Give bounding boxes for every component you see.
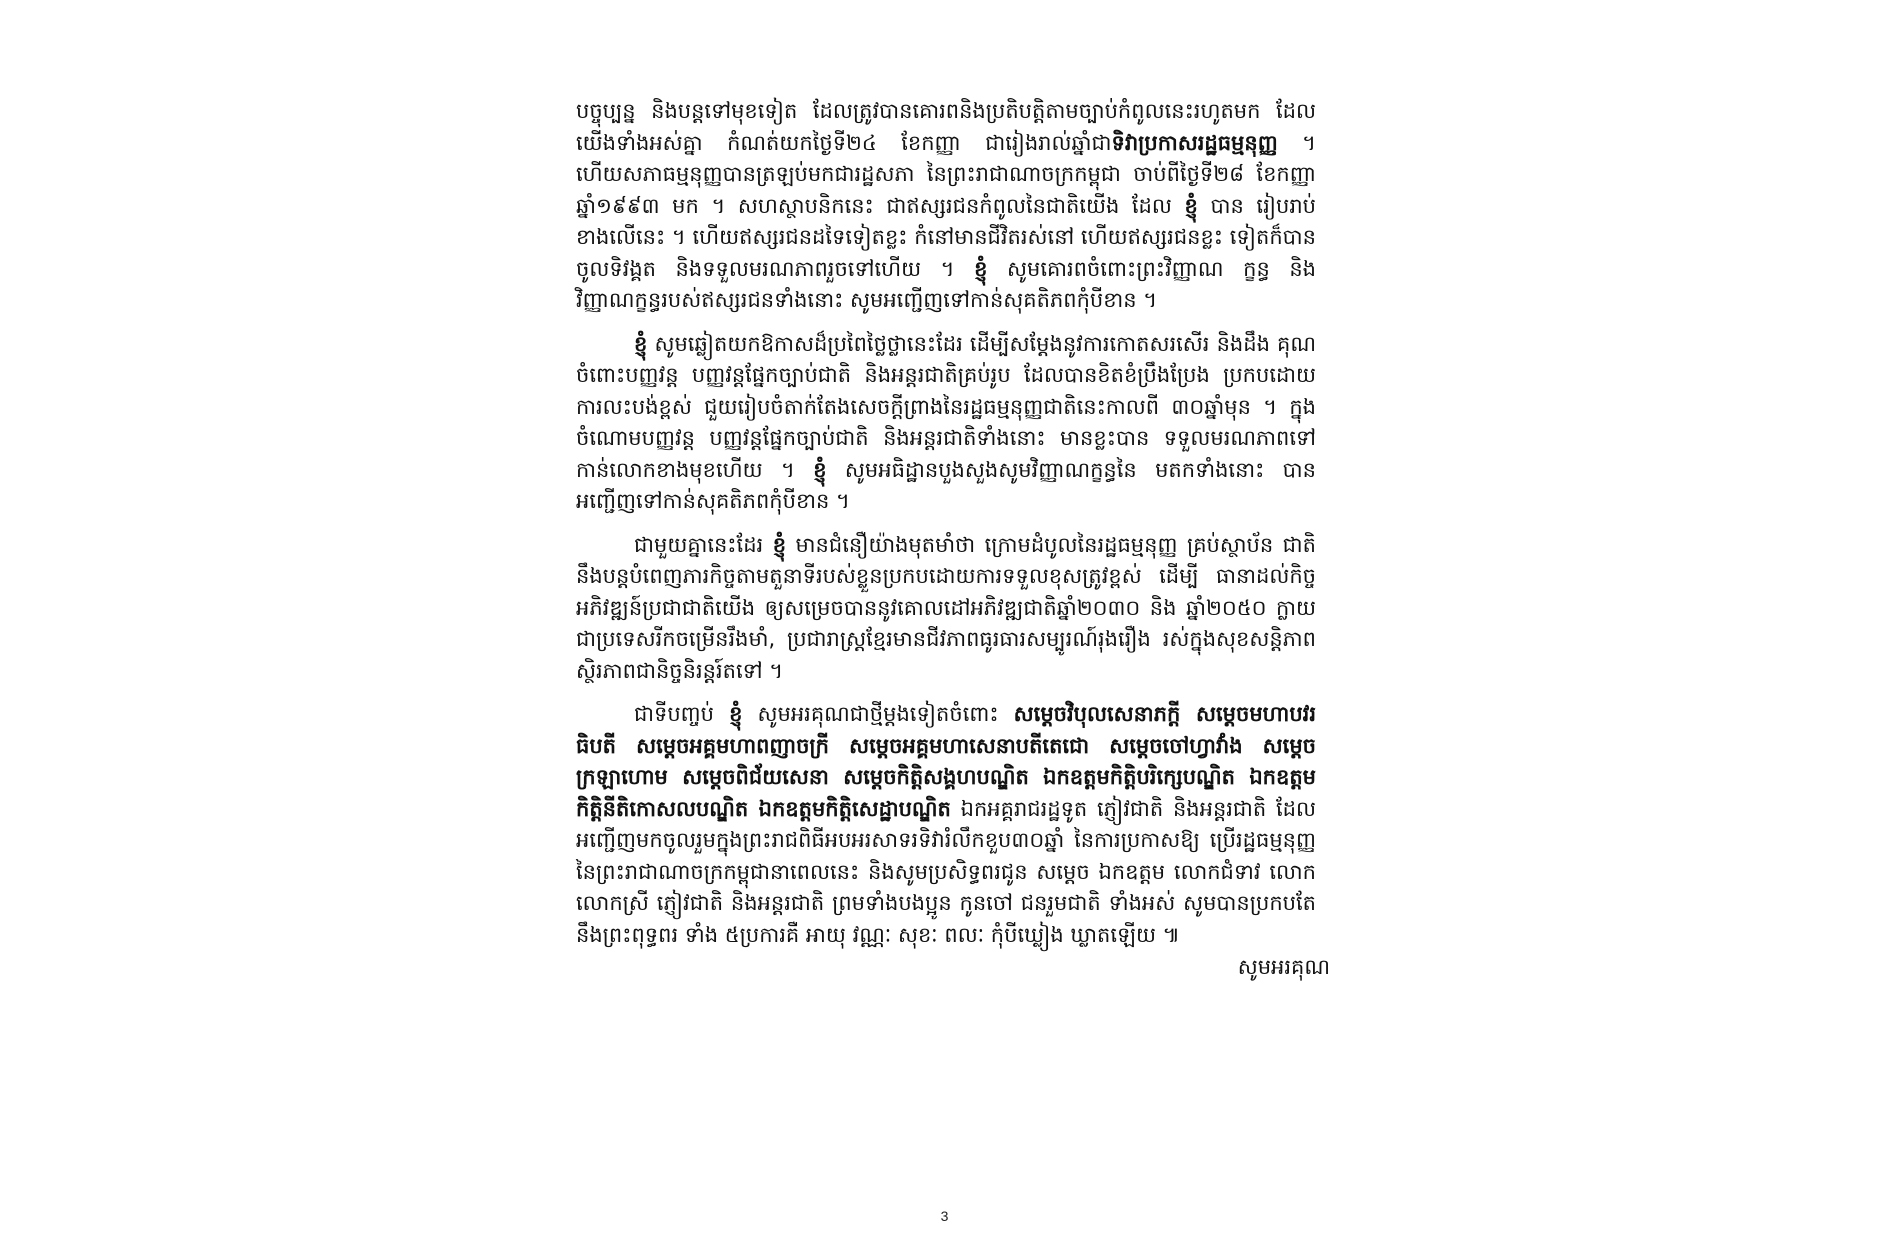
text-segment: សូមអធិដ្ឋានបួងសួងសូមវិញ្ញាណក្ខន្ធនៃ មតកទាំងនោះ បានអញ្ជើញទៅកាន់សុគតិភពកុំបីខាន ។ — [576, 457, 1316, 513]
text-segment: ឯកអគ្គរាជរដ្ឋទូត ភ្ញៀវជាតិ និងអន្តរជាតិ ដែលអញ្ជើញមកចូលរួមក្នុងព្រះរាជពិធីអបអរសាទរទិវារំលឹកខួប៣០ឆ្នាំ នៃការប្រកាសឱ្យ ប្រើរដ្ឋធម្មនុញ្ញ នៃព្រះរាជាណាចក្រកម្ពុជានាពេលនេះ និងសូមប្រសិទ្ធពរជូន សម្ដេច ឯកឧត្ដម លោកជំទាវ លោក លោកស្រី ភ្ញៀវជាតិ និងអន្តរជាតិ ព្រមទាំងបងប្អូន កូនចៅ ជនរួមជាតិ ទាំងអស់ សូមបានប្រកបតែនឹងព្រះពុទ្ធពរ ទាំង ៥ប្រការគឺ អាយុ វណ្ណៈ សុខៈ ពលៈ កុំបីឃ្លៀង ឃ្លាតឡើយ ៕ — [576, 796, 1316, 947]
bold-text-segment: ខ្ញុំ — [634, 331, 648, 356]
paragraph-4 — [576, 699, 1316, 951]
bold-text-segment: ខ្ញុំ — [772, 532, 787, 557]
text-segment: ជាមួយគ្នានេះដែរ — [634, 532, 773, 557]
text-segment: មានជំនឿយ៉ាងមុតមាំថា ក្រោមដំបូលនៃរដ្ឋធម្មនុញ្ញ គ្រប់ស្ថាប័ន ជាតិ នឹងបន្តបំពេញភារកិច្ចតាមតួនាទីរបស់ខ្លួនប្រកបដោយការទទួលខុសត្រូវខ្ពស់ ដើម្បី ធានាដល់កិច្ចអភិវឌ្ឍន៍ប្រជាជាតិយើង ឲ្យសម្រេចបាននូវគោលដៅអភិវឌ្ឍជាតិឆ្នាំ២០៣០ និង ឆ្នាំ២០៥០ ក្លាយជាប្រទេសរីកចម្រើនរឹងមាំ, ប្រជារាស្ត្រខ្មែរមានជីវភាពធូរធារសម្បូរណ៍រុងរឿង រស់ក្នុងសុខសន្តិភាព ស្ថិរភាពជានិច្ចនិរន្តរ៍តទៅ ។ — [576, 532, 1317, 683]
text-segment: ។ ហើយសភាធម្មនុញ្ញបានត្រឡប់មកជារដ្ឋសភា នៃព្រះរាជាណាចក្រកម្ពុជា ចាប់ពីថ្ងៃទី២៨ ខែកញ្ញា ឆ្នាំ១៩៩៣ មក ។ សហស្ថាបនិកនេះ ជាឥស្សរជនកំពូលនៃជាតិយើង ដែល — [576, 130, 1316, 218]
text-segment: សូមឆ្លៀតយកឱកាសដ៏ប្រពៃថ្លៃថ្លានេះដែរ ដើម្បីសម្ដែងនូវការកោតសរសើរ និងដឹង គុណចំពោះបញ្ញវន្ត បញ្ញវន្តផ្នែកច្បាប់ជាតិ និងអន្តរជាតិគ្រប់រូប ដែលបានខិតខំប្រឹងប្រែង ប្រកបដោយការលះបង់ខ្ពស់ ជួយរៀបចំតាក់តែងសេចក្ដីព្រាងនៃរដ្ឋធម្មនុញ្ញជាតិនេះកាលពី ៣០ឆ្នាំមុន ។ ក្នុងចំណោមបញ្ញវន្ត បញ្ញវន្តផ្នែកច្បាប់ជាតិ និងអន្តរជាតិទាំងនោះ មានខ្លះបាន ទទួលមរណភាពទៅកាន់លោកខាងមុខហើយ ។ — [576, 331, 1316, 482]
paragraph-2 — [576, 329, 1316, 518]
text-segment: ជាទីបញ្ចប់ — [634, 702, 730, 726]
body-text — [576, 96, 1316, 963]
text-segment: សូមអរគុណជាថ្មីម្ដងទៀតចំពោះ — [742, 702, 1014, 726]
bold-text-segment: ខ្ញុំ — [729, 702, 743, 726]
bold-text-segment: ខ្ញុំ — [813, 457, 827, 482]
bold-text-segment: សម្ដេចវិបុលសេនាភក្ដី សម្ដេចមហាបវរ ធិបតី សម្ដេចអគ្គមហាពញាចក្រី សម្ដេចអគ្គមហាសេនាបតីតេជោ សម្ដេចចៅហ្វាវាំង សម្ដេច ក្រឡាហោម សម្ដេចពិជ័យសេនា សម្ដេចកិត្តិសង្គហបណ្ឌិត ឯកឧត្ដមកិត្តិបរិក្សេបណ្ឌិត ឯកឧត្ដម កិត្តិនីតិកោសលបណ្ឌិត ឯកឧត្តមកិត្តិសេដ្ឋាបណ្ឌិត — [576, 702, 1316, 821]
bold-text-segment: ទិវាប្រកាសរដ្ឋធម្មនុញ្ញ — [1111, 130, 1278, 155]
text-segment: សូមគោរពចំពោះព្រះវិញ្ញាណ ក្ខន្ធ និងវិញ្ញាណក្ខន្ធរបស់ឥស្សរជនទាំងនោះ សូមអញ្ជើញទៅកាន់សុគតិភពកុំបីខាន ។ — [576, 256, 1316, 312]
page-number: 3 — [940, 1208, 949, 1224]
bold-text-segment: ខ្ញុំ — [1184, 193, 1198, 218]
bold-text-segment: ខ្ញុំ — [974, 256, 988, 281]
closing-signature: សូមអរគុណ — [1237, 955, 1330, 979]
text-segment: បច្ចុប្បន្ន និងបន្តទៅមុខទៀត ដែលត្រូវបានគោរពនិងប្រតិបត្តិតាមច្បាប់កំពូលនេះរហូតមក ដែលយើងទាំងអស់គ្នា កំណត់យកថ្ងៃទី២៤ ខែកញ្ញា ជារៀងរាល់ឆ្នាំជា — [576, 99, 1316, 155]
text-segment: បាន រៀបរាប់ខាងលើនេះ ។ ហើយឥស្សរជនដទៃទៀតខ្លះ កំនៅមានជីវិតរស់នៅ ហើយឥស្សរជនខ្លះ ទៀតក៏បានចូលទិវង្គត និងទទួលមរណភាពរួចទៅហើយ ។ — [576, 193, 1316, 281]
paragraph-1 — [576, 96, 1316, 317]
paragraph-3 — [576, 530, 1316, 688]
